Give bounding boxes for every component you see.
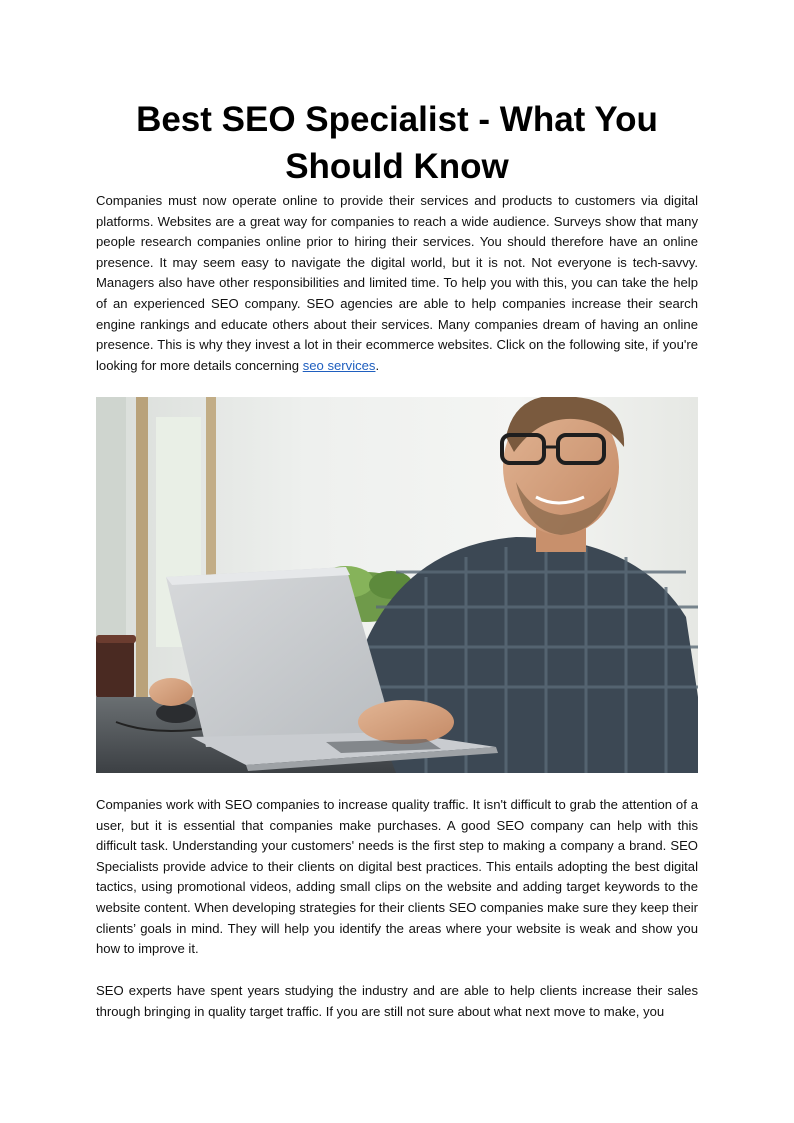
photo-man-with-laptop-icon [96,397,698,773]
body-paragraph-3: SEO experts have spent years studying the industry and are able to help clients increase their sales through bringing in quality target traffic. If you are still not sure about what next move to make, you [96,983,698,1019]
intro-paragraph-text: Companies must now operate online to provide their services and products to customers via digital platforms. Websites are a great way for companies to reach a wide audience. Surveys show that many people research companies online prior to hiring their services. You should therefore have an online presence. It may seem easy to navigate the digital world, but it is not. Not everyone is tech-savvy. Managers also have other responsibilities and limited time. To help you with this, you can take the help of an experienced SEO company. SEO agencies are able to help companies increase their search engine rankings and educate others about their services. Many companies dream of having an online presence. This is why they invest a lot in their ecommerce websites. Click on the following site, if you're looking for more details concerning [96,193,698,373]
article-photo [96,397,698,773]
seo-services-link[interactable]: seo services [302,357,376,373]
body-paragraph-2: Companies work with SEO companies to increase quality traffic. It isn't difficult to grab the attention of a user, but it is essential that companies make purchases. A good SEO company can help with this difficult task. Understanding your customers' needs is the first step to making a company a brand. SEO Specialists provide advice to their clients on digital best practices. This entails adopting the best digital tactics, using promotional videos, adding small clips on the website and adding target keywords to the website content. When developing strategies for their clients SEO companies make sure they keep their clients’ goals in mind. They will help you identify the areas where your website is weak and show you how to improve it. [96,797,698,957]
intro-paragraph-end: . [375,357,380,373]
page-title: Best SEO Specialist - What You Should Know [136,100,658,186]
intro-paragraph [96,191,698,376]
